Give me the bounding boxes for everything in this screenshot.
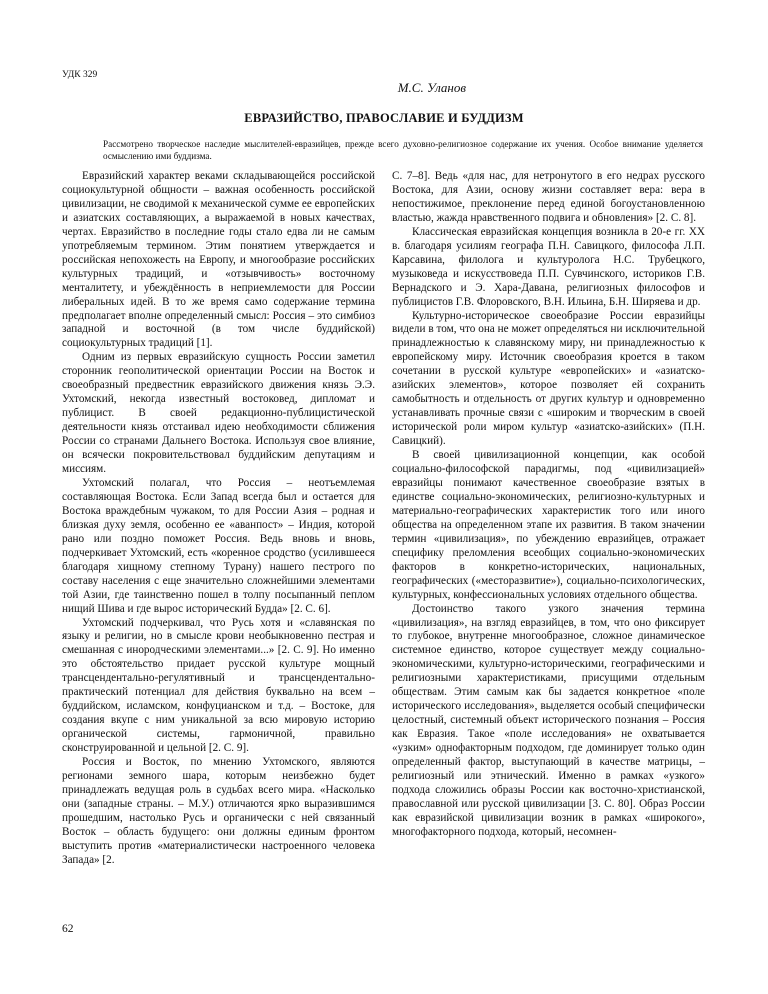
paragraph: Ухтомский полагал, что Россия – неотъемлемая составляющая Востока. Если Запад всегда был и остается для Востока враждебным чужаком, то для России Азия – родная и близкая духу земля, особенно ее «аванпост» – Индия, которой рано или поздно поможет Россия. Ведь вновь и вновь, подчеркивает Ухтомский, есть «коренное сродство (усилившееся благодаря хищному степному Турану) нашего пестрого по составу населения с еще значительно сложнейшими элементами той Азии, где таинственно пошел в толпу посыпанный пеплом нищий Шива и где вырос исторический Будда» [2. С. 6]. bbox=[62, 476, 375, 615]
left-column bbox=[62, 170, 375, 868]
paragraph: Евразийский характер веками складывающейся российской социокультурной общности – важная особенность российской цивилизации, не сводимой к механической сумме ее европейских и азиатских составляющих, а выражаемой в новых качествах, чертах. Евразийство в последние годы стало едва ли не самым употребляемым термином. Этим понятием утверждается и российская непохожесть на Европу, и многообразие российских культурных традиций, и «отзывчивость» восточному менталитету, и убеждённость в неприемлемости для России либеральных идей. В то же время само содержание термина предполагает вполне определенный смысл: Россия – это симбиоз западной и восточной (в том числе буддийской) социокультурных традиций [1]. bbox=[62, 170, 375, 350]
author-name: М.С. Уланов bbox=[397, 80, 466, 95]
paragraph: В своей цивилизационной концепции, как особой социально-философской парадигмы, под «цивилизацией» евразийцы понимают качественное своеобразие взятых в единстве социально-экономических, религиозно-культурных и материально-географических характеристик того или иного общества на определенном этапе их развития. В таком значении термин «цивилизация», по убеждению евразийцев, отражает специфику преломления всеобщих социально-экономических факторов в конкретно-исторических, национальных, географических («месторазвитие»), социально-психологических, культурных, конфессиональных условиях отдельного общества. bbox=[392, 449, 705, 601]
paragraph: Достоинство такого узкого значения термина «цивилизация», на взгляд евразийцев, в том, что оно фиксирует то глубокое, внутренне многообразное, сложное динамическое системное единство, которое существует между социально-экономическими, культурно-историческими, географическими и религиозными характеристиками, присущими отдельным обществам. Этим самым как бы задается конкретное «поле исторического исследования», выделяется особый специфически целостный, системный объект исторического познания – Россия как Евразия. Такое «поле исследования» не охватывается «узким» однофакторным подходом, где доминирует только один определенный фактор, выступающий в качестве матрицы, – религиозный или этнический. Именно в рамках «узкого» подхода сложились образы России как восточно-христианской, православной или русской цивилизации [3. С. 80]. Образ России как евразийской цивилизации возник в рамках «широкого», многофакторного подхода, который, несомнен- bbox=[392, 602, 705, 838]
paragraph: Одним из первых евразийскую сущность России заметил сторонник геополитической ориентации России на Восток и своеобразный предвестник евразийского движения князь Э.Э. Ухтомский, некогда известный востоковед, дипломат и публицист. В своей редакционно-публицистической деятельности князь отстаивал идею необходимости сближения России со странами Дальнего Востока. Используя свое влияние, он всячески покровительствовал буддийским депутациям и миссиям. bbox=[62, 351, 375, 476]
paragraph-continuation: С. 7–8]. Ведь «для нас, для нетронутого в его недрах русского Востока, для Азии, основу жизни составляет вера: вера в непостижимое, преклонение перед единой богоустановленною властью, жажда нравственного подвига и обновления» [2. С. 8]. bbox=[392, 170, 705, 224]
paragraph: Ухтомский подчеркивал, что Русь хотя и «славянская по языку и религии, но в смысле крови необыкновенно пестрая и смешанная с инородческими элементами...» [2. С. 9]. Но именно это обстоятельство придает русской культуре мощный трансцендентально-регулятивный и трансцендентально-практический потенциал для действия буквально на всем – буддийском, исламском, конфуцианском и т.д. – Востоке, для создания вкупе с ним уникальной за всю мировую историю органической системы, гармоничной, правильно сконструированной и цельной [2. С. 9]. bbox=[62, 616, 375, 755]
right-column bbox=[392, 170, 705, 840]
paragraph: Классическая евразийская концепция возникла в 20-е гг. XX в. благодаря усилиям географа П.Н. Савицкого, философа Л.П. Карсавина, филолога и культуролога Н.С. Трубецкого, музыковеда и искусствоведа П.П. Сувчинского, историков Г.В. Вернадского и Э. Хара-Давана, религиозных философов и публицистов Г.В. Флоровского, В.Н. Ильина, Б.Н. Ширяева и др. bbox=[392, 225, 705, 308]
abstract: Рассмотрено творческое наследие мыслителей-евразийцев, прежде всего духовно-религиозное содержание их учения. Особое внимание уделяется осмыслению ими буддизма. bbox=[103, 139, 703, 161]
udk-code: УДК 329 bbox=[62, 70, 98, 80]
paragraph: Культурно-историческое своеобразие России евразийцы видели в том, что она не может определяться ни исключительной принадлежностью к славянскому миру, ни принадлежностью к европейскому миру. Источник своеобразия кроется в таком сочетании в русской культуре «европейских» и «азиатско-азийских элементов», которое позволяет ей сохранить самобытность и отдельность от других культур и одновременно устанавливать прочные связи с «широким и творческим в своей исторической роли миром культур «азиатско-азийских» (П.Н. Савицкий). bbox=[392, 309, 705, 448]
paragraph: Россия и Восток, по мнению Ухтомского, являются регионами земного шара, которым неизбежно будет принадлежать ведущая роль в судьбах всего мира. «Насколько они (западные страны. – М.У.) отличаются ярко выразившимся прошедшим, настолько Русь и органически с ней связанный Восток – область будущего: они должны единым фронтом выступить против «материалистически настроенного человека Запада» [2. bbox=[62, 756, 375, 866]
page-number: 62 bbox=[62, 923, 74, 935]
article-title: ЕВРАЗИЙСТВО, ПРАВОСЛАВИЕ И БУДДИЗМ bbox=[244, 111, 524, 125]
